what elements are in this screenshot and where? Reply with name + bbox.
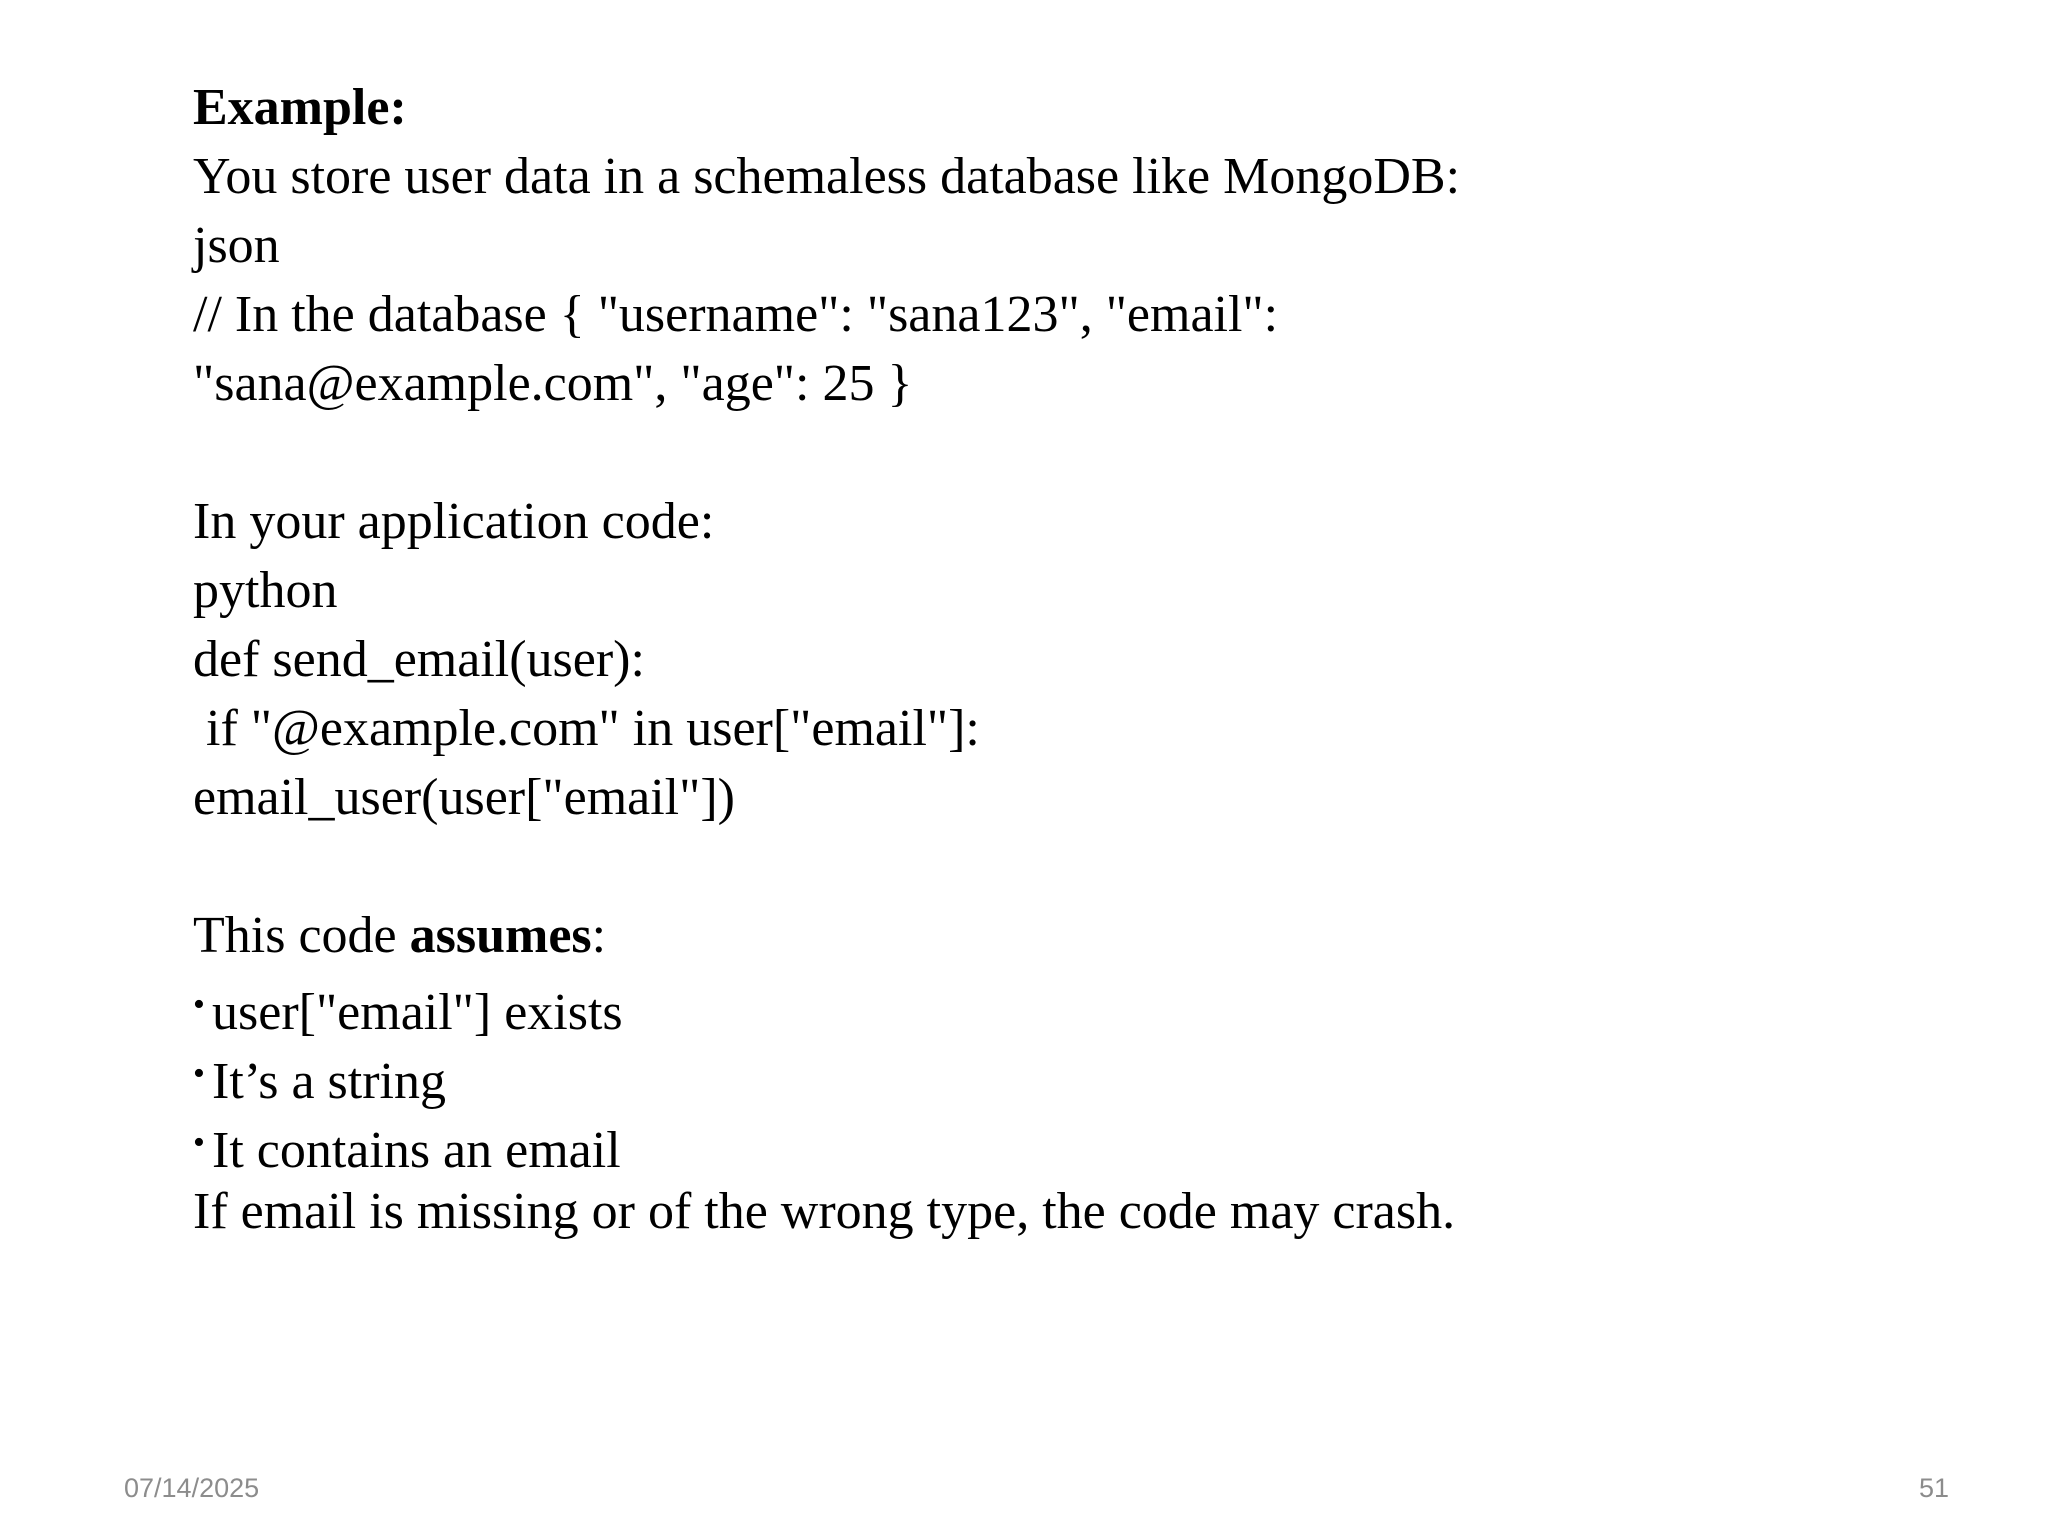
- spacer: [193, 832, 1913, 901]
- bullet-icon: •: [193, 1055, 205, 1092]
- bullet-text: It contains an email: [212, 1122, 621, 1179]
- bullet-icon: •: [193, 1124, 205, 1161]
- bullet-item: [193, 1039, 1913, 1108]
- json-line-2: "sana@example.com", "age": 25 }: [193, 355, 913, 412]
- code-line-1: def send_email(user):: [193, 631, 645, 688]
- json-line-1: // In the database { "username": "sana123", "email":: [193, 286, 1279, 343]
- bullet-text: user["email"] exists: [212, 984, 623, 1041]
- slide-body: [193, 73, 1913, 1246]
- slide-heading: Example:: [193, 79, 407, 136]
- assumes-bold: assumes: [409, 907, 592, 964]
- bullet-text: It’s a string: [212, 1053, 446, 1110]
- code-line-2: if "@example.com" in user["email"]:: [193, 700, 980, 757]
- assumes-suffix: :: [591, 907, 607, 964]
- python-label: python: [193, 562, 338, 619]
- assumes-prefix: This code: [193, 907, 410, 964]
- json-label: json: [193, 217, 280, 274]
- bullet-item: [193, 1108, 1913, 1177]
- code-line-3: email_user(user["email"]): [193, 769, 735, 826]
- conclusion-text: If email is missing or of the wrong type, the code may crash.: [193, 1183, 1456, 1240]
- spacer: [193, 418, 1913, 487]
- slide-number: 51: [1918, 1473, 1949, 1503]
- bullet-item: [193, 970, 1913, 1039]
- assumes-line: [193, 901, 1913, 970]
- app-intro-text: In your application code:: [193, 493, 715, 550]
- bullet-icon: •: [193, 986, 205, 1023]
- footer-date: 07/14/2025: [124, 1473, 260, 1503]
- intro-text: You store user data in a schemaless database like MongoDB:: [193, 148, 1461, 205]
